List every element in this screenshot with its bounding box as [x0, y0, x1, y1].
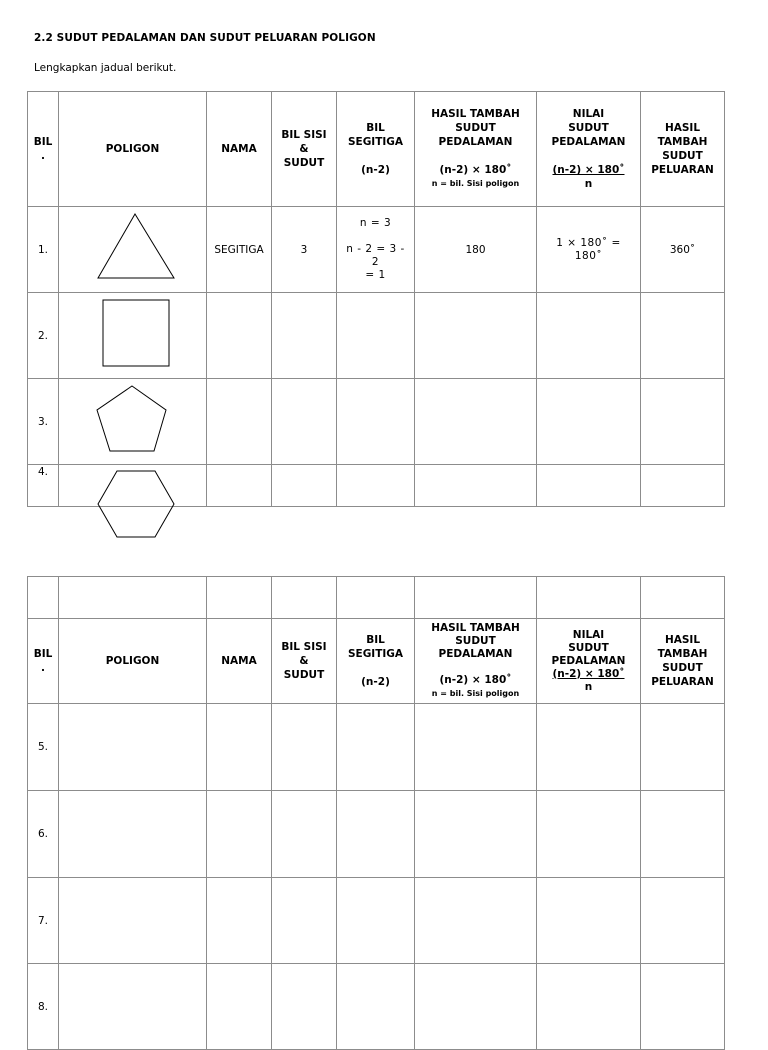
header-hasil-pedalaman-l1: HASIL TAMBAH	[431, 622, 520, 634]
name-cell: SEGITIGA	[207, 207, 272, 293]
header-row	[28, 92, 725, 207]
header-hasil-pedalaman-l3: PEDALAMAN	[438, 648, 513, 660]
header-nilai-denominator: n	[584, 178, 593, 190]
table-row	[28, 878, 725, 964]
triangles-cell[interactable]	[337, 704, 415, 791]
header-poligon: POLIGON	[59, 92, 207, 207]
sides-cell[interactable]	[272, 704, 337, 791]
header-bil-sisi-l1: BIL SISI	[281, 129, 327, 141]
header-hasil-pedalaman-formula: (n-2) × 180˚	[439, 164, 512, 176]
interior-sum-cell[interactable]	[415, 465, 537, 507]
polygon-cell[interactable]	[59, 791, 207, 878]
header-bil	[28, 92, 59, 207]
polygon-cell[interactable]	[59, 878, 207, 964]
triangles-cell	[337, 207, 415, 293]
exterior-sum-cell[interactable]	[641, 293, 725, 379]
sides-cell[interactable]	[272, 791, 337, 878]
header-hasil-pedalaman-formula: (n-2) × 180˚	[439, 674, 512, 686]
table-row	[28, 207, 725, 293]
row-number: 4.	[28, 465, 59, 507]
interior-sum-cell[interactable]	[415, 964, 537, 1050]
name-cell[interactable]	[207, 791, 272, 878]
header-peluaran-l2: TAMBAH	[657, 136, 708, 148]
section-heading: 2.2 SUDUT PEDALAMAN DAN SUDUT PELUARAN POLIGON	[34, 32, 376, 44]
triangles-cell[interactable]	[337, 465, 415, 507]
square-icon	[102, 299, 172, 369]
header-bil-segitiga	[337, 619, 415, 704]
exterior-sum-cell[interactable]	[641, 878, 725, 964]
header-peluaran-l1: HASIL	[664, 122, 701, 134]
blank-cell	[59, 577, 207, 619]
header-bil-sisi	[272, 619, 337, 704]
interior-angle-cell[interactable]	[537, 791, 641, 878]
blank-row	[28, 577, 725, 619]
header-peluaran-l4: PELUARAN	[651, 676, 714, 688]
row-number: 7.	[28, 878, 59, 964]
row-number: 2.	[28, 293, 59, 379]
header-nilai-l3: PEDALAMAN	[551, 654, 626, 667]
exterior-sum-cell[interactable]	[641, 704, 725, 791]
header-nilai-l2: SUDUT	[568, 641, 609, 654]
header-peluaran-l2: TAMBAH	[657, 648, 708, 660]
interior-angle-cell[interactable]	[537, 465, 641, 507]
header-bil-segitiga-l2: SEGITIGA	[347, 648, 404, 660]
name-cell[interactable]	[207, 379, 272, 465]
triangles-line-4: = 1	[365, 269, 386, 281]
interior-sum-cell[interactable]	[415, 379, 537, 465]
table-row	[28, 379, 725, 465]
exterior-sum-cell[interactable]	[641, 964, 725, 1050]
name-cell[interactable]	[207, 704, 272, 791]
header-bil	[28, 619, 59, 704]
sides-cell[interactable]	[272, 878, 337, 964]
polygon-cell[interactable]	[59, 964, 207, 1050]
header-bil-segitiga	[337, 92, 415, 207]
triangle-icon	[97, 212, 177, 280]
interior-angle-cell[interactable]	[537, 293, 641, 379]
interior-sum-cell[interactable]	[415, 878, 537, 964]
header-bil-segitiga-l1: BIL	[366, 122, 385, 134]
blank-cell	[28, 577, 59, 619]
name-cell[interactable]	[207, 964, 272, 1050]
interior-angle-cell[interactable]	[537, 878, 641, 964]
instruction-text: Lengkapkan jadual berikut.	[34, 62, 177, 74]
header-hasil-pedalaman-note: n = bil. Sisi poligon	[431, 179, 520, 188]
header-poligon: POLIGON	[59, 619, 207, 704]
table-row	[28, 964, 725, 1050]
table-row	[28, 704, 725, 791]
sides-cell[interactable]	[272, 293, 337, 379]
sides-cell[interactable]	[272, 964, 337, 1050]
header-bil-segitiga-l1: BIL	[366, 634, 385, 646]
interior-angle-cell	[537, 207, 641, 293]
hexagon-icon	[97, 470, 177, 540]
name-cell[interactable]	[207, 293, 272, 379]
interior-angle-cell[interactable]	[537, 964, 641, 1050]
polygon-cell	[59, 207, 207, 293]
header-nilai-numerator: (n-2) × 180˚	[552, 667, 625, 680]
name-cell[interactable]	[207, 465, 272, 507]
polygon-table-2	[27, 576, 725, 1050]
exterior-sum-cell[interactable]	[641, 791, 725, 878]
pentagon-icon	[96, 384, 171, 454]
header-peluaran	[641, 619, 725, 704]
triangles-cell[interactable]	[337, 791, 415, 878]
header-bil-segitiga-l3: (n-2)	[361, 164, 390, 176]
header-bil-sisi-l2: &	[299, 655, 309, 667]
row-number: 5.	[28, 704, 59, 791]
row-number: 1.	[28, 207, 59, 293]
blank-cell	[207, 577, 272, 619]
header-hasil-pedalaman-l3: PEDALAMAN	[438, 136, 513, 148]
header-nilai-denominator: n	[584, 680, 593, 693]
polygon-cell	[59, 465, 207, 507]
header-hasil-pedalaman-l2: SUDUT	[455, 122, 496, 134]
triangles-line-3: 2	[371, 256, 380, 268]
header-hasil-pedalaman-l1: HASIL TAMBAH	[431, 108, 520, 120]
header-bil-sisi-l3: SUDUT	[283, 157, 325, 169]
polygon-cell	[59, 379, 207, 465]
header-bil-sisi-l3: SUDUT	[283, 669, 325, 681]
blank-cell	[415, 577, 537, 619]
header-nama: NAMA	[207, 92, 272, 207]
sides-cell: 3	[272, 207, 337, 293]
row-number: 3.	[28, 379, 59, 465]
header-peluaran-l1: HASIL	[664, 634, 701, 646]
interior-angle-line-1: 1 × 180˚ =	[556, 236, 621, 249]
blank-cell	[641, 577, 725, 619]
header-hasil-pedalaman-note: n = bil. Sisi poligon	[431, 689, 520, 698]
interior-angle-cell[interactable]	[537, 379, 641, 465]
polygon-table-1	[27, 91, 725, 507]
sides-cell[interactable]	[272, 465, 337, 507]
polygon-cell	[59, 293, 207, 379]
interior-sum-cell[interactable]	[415, 704, 537, 791]
triangles-cell[interactable]	[337, 878, 415, 964]
header-peluaran-l3: SUDUT	[662, 662, 703, 674]
interior-angle-line-2: 180˚	[574, 249, 603, 262]
header-hasil-pedalaman-l2: SUDUT	[455, 635, 496, 647]
exterior-sum-cell[interactable]	[641, 379, 725, 465]
header-hasil-pedalaman	[415, 619, 537, 704]
interior-sum-cell[interactable]	[415, 293, 537, 379]
header-hasil-pedalaman	[415, 92, 537, 207]
header-bil-sisi-l1: BIL SISI	[281, 641, 327, 653]
blank-cell	[337, 577, 415, 619]
header-bil-label: BIL	[33, 136, 53, 148]
header-peluaran-l4: PELUARAN	[651, 164, 714, 176]
header-peluaran	[641, 92, 725, 207]
triangles-cell[interactable]	[337, 964, 415, 1050]
interior-angle-cell[interactable]	[537, 704, 641, 791]
header-bil-dot: .	[41, 150, 45, 162]
header-nilai-l1: NILAI	[572, 628, 605, 641]
triangles-line-1: n = 3	[359, 217, 392, 229]
blank-cell	[537, 577, 641, 619]
table-row	[28, 293, 725, 379]
header-peluaran-l3: SUDUT	[662, 150, 703, 162]
row-number: 8.	[28, 964, 59, 1050]
sides-cell[interactable]	[272, 379, 337, 465]
blank-cell	[272, 577, 337, 619]
interior-sum-cell[interactable]	[415, 791, 537, 878]
triangles-line-2: n - 2 = 3 -	[346, 243, 405, 255]
row-number: 6.	[28, 791, 59, 878]
header-row	[28, 619, 725, 704]
header-nama: NAMA	[207, 619, 272, 704]
triangles-cell[interactable]	[337, 379, 415, 465]
header-nilai-l1: NILAI	[572, 108, 605, 120]
header-bil-sisi-l2: &	[299, 143, 309, 155]
interior-sum-cell: 180	[415, 207, 537, 293]
table-row	[28, 465, 725, 507]
exterior-sum-cell: 360˚	[641, 207, 725, 293]
header-nilai	[537, 92, 641, 207]
header-nilai-l2: SUDUT	[568, 122, 609, 134]
exterior-sum-cell[interactable]	[641, 465, 725, 507]
name-cell[interactable]	[207, 878, 272, 964]
triangles-cell[interactable]	[337, 293, 415, 379]
header-bil-segitiga-l2: SEGITIGA	[347, 136, 404, 148]
header-bil-label: BIL	[33, 648, 53, 660]
table-row	[28, 791, 725, 878]
header-bil-segitiga-l3: (n-2)	[361, 676, 390, 688]
header-bil-sisi	[272, 92, 337, 207]
header-nilai	[537, 619, 641, 704]
header-nilai-numerator: (n-2) × 180˚	[552, 164, 625, 176]
header-bil-dot: .	[41, 662, 45, 674]
header-nilai-l3: PEDALAMAN	[551, 136, 626, 148]
polygon-cell[interactable]	[59, 704, 207, 791]
